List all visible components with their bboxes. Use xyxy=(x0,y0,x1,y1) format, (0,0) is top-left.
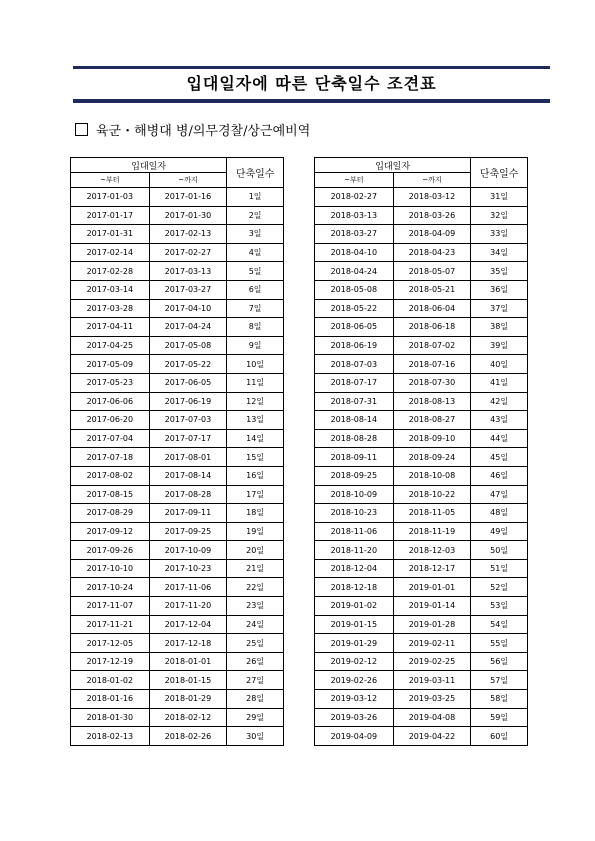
to-date-cell: 2018-10-22 xyxy=(393,485,471,504)
header-from: ~부터 xyxy=(71,173,150,188)
from-date-cell: 2018-11-06 xyxy=(315,522,394,541)
days-cell: 23일 xyxy=(227,597,284,616)
to-date-cell: 2018-08-13 xyxy=(393,392,471,411)
from-date-cell: 2018-03-27 xyxy=(315,225,394,244)
days-cell: 28일 xyxy=(227,690,284,709)
from-date-cell: 2018-02-13 xyxy=(71,727,150,746)
days-cell: 8일 xyxy=(227,318,284,337)
table-row xyxy=(71,727,284,746)
table-row xyxy=(71,392,284,411)
table-row xyxy=(71,206,284,225)
table-row xyxy=(315,299,528,318)
to-date-cell: 2017-04-24 xyxy=(149,318,227,337)
checkbox-icon xyxy=(75,123,88,136)
days-cell: 59일 xyxy=(471,708,528,727)
from-date-cell: 2018-05-08 xyxy=(315,280,394,299)
from-date-cell: 2018-12-18 xyxy=(315,578,394,597)
days-cell: 31일 xyxy=(471,188,528,207)
to-date-cell: 2018-03-12 xyxy=(393,188,471,207)
from-date-cell: 2018-02-27 xyxy=(315,188,394,207)
days-cell: 20일 xyxy=(227,541,284,560)
days-cell: 25일 xyxy=(227,634,284,653)
to-date-cell: 2017-02-27 xyxy=(149,243,227,262)
table-row xyxy=(71,504,284,523)
days-cell: 14일 xyxy=(227,429,284,448)
table-row xyxy=(315,485,528,504)
to-date-cell: 2018-01-29 xyxy=(149,690,227,709)
days-cell: 18일 xyxy=(227,504,284,523)
days-cell: 45일 xyxy=(471,448,528,467)
from-date-cell: 2019-01-15 xyxy=(315,615,394,634)
table-row xyxy=(315,578,528,597)
to-date-cell: 2018-09-10 xyxy=(393,429,471,448)
header-days: 단축일수 xyxy=(227,158,284,188)
to-date-cell: 2018-07-30 xyxy=(393,373,471,392)
table-row xyxy=(71,652,284,671)
table-row xyxy=(71,671,284,690)
to-date-cell: 2017-10-23 xyxy=(149,559,227,578)
to-date-cell: 2018-12-17 xyxy=(393,559,471,578)
header-to: ~까지 xyxy=(149,173,227,188)
to-date-cell: 2019-04-22 xyxy=(393,727,471,746)
table-row xyxy=(71,578,284,597)
table-row xyxy=(315,336,528,355)
from-date-cell: 2019-04-09 xyxy=(315,727,394,746)
table-row xyxy=(71,280,284,299)
from-date-cell: 2019-02-12 xyxy=(315,652,394,671)
from-date-cell: 2017-06-06 xyxy=(71,392,150,411)
days-cell: 6일 xyxy=(227,280,284,299)
days-cell: 15일 xyxy=(227,448,284,467)
table-row xyxy=(315,597,528,616)
header-days: 단축일수 xyxy=(471,158,528,188)
table-row xyxy=(315,429,528,448)
table-row xyxy=(71,615,284,634)
to-date-cell: 2017-06-05 xyxy=(149,373,227,392)
to-date-cell: 2018-06-04 xyxy=(393,299,471,318)
table-row xyxy=(71,318,284,337)
to-date-cell: 2017-12-04 xyxy=(149,615,227,634)
to-date-cell: 2018-09-24 xyxy=(393,448,471,467)
from-date-cell: 2018-12-04 xyxy=(315,559,394,578)
from-date-cell: 2017-08-15 xyxy=(71,485,150,504)
table-row xyxy=(315,466,528,485)
from-date-cell: 2018-09-25 xyxy=(315,466,394,485)
table-row xyxy=(315,280,528,299)
to-date-cell: 2018-01-01 xyxy=(149,652,227,671)
from-date-cell: 2018-04-24 xyxy=(315,262,394,281)
from-date-cell: 2018-11-20 xyxy=(315,541,394,560)
table-row xyxy=(71,262,284,281)
to-date-cell: 2018-02-26 xyxy=(149,727,227,746)
to-date-cell: 2019-02-11 xyxy=(393,634,471,653)
table-row xyxy=(71,466,284,485)
days-cell: 42일 xyxy=(471,392,528,411)
from-date-cell: 2017-04-25 xyxy=(71,336,150,355)
days-cell: 60일 xyxy=(471,727,528,746)
days-cell: 51일 xyxy=(471,559,528,578)
to-date-cell: 2017-02-13 xyxy=(149,225,227,244)
from-date-cell: 2018-09-11 xyxy=(315,448,394,467)
table-row xyxy=(315,559,528,578)
table-row xyxy=(315,262,528,281)
table-row xyxy=(71,336,284,355)
days-cell: 11일 xyxy=(227,373,284,392)
days-cell: 13일 xyxy=(227,411,284,430)
days-cell: 58일 xyxy=(471,690,528,709)
from-date-cell: 2018-10-09 xyxy=(315,485,394,504)
table-row xyxy=(315,671,528,690)
from-date-cell: 2017-10-24 xyxy=(71,578,150,597)
to-date-cell: 2019-03-25 xyxy=(393,690,471,709)
to-date-cell: 2018-02-12 xyxy=(149,708,227,727)
days-cell: 38일 xyxy=(471,318,528,337)
days-cell: 3일 xyxy=(227,225,284,244)
to-date-cell: 2017-12-18 xyxy=(149,634,227,653)
days-cell: 44일 xyxy=(471,429,528,448)
to-date-cell: 2019-01-28 xyxy=(393,615,471,634)
to-date-cell: 2017-08-14 xyxy=(149,466,227,485)
header-enlist-date: 입대일자 xyxy=(315,158,471,173)
from-date-cell: 2017-12-05 xyxy=(71,634,150,653)
days-cell: 39일 xyxy=(471,336,528,355)
to-date-cell: 2017-11-06 xyxy=(149,578,227,597)
table-row xyxy=(315,373,528,392)
to-date-cell: 2019-04-08 xyxy=(393,708,471,727)
to-date-cell: 2017-01-30 xyxy=(149,206,227,225)
to-date-cell: 2017-06-19 xyxy=(149,392,227,411)
table-row xyxy=(71,188,284,207)
from-date-cell: 2017-01-31 xyxy=(71,225,150,244)
from-date-cell: 2017-10-10 xyxy=(71,559,150,578)
from-date-cell: 2017-01-17 xyxy=(71,206,150,225)
table-row xyxy=(71,448,284,467)
to-date-cell: 2017-03-13 xyxy=(149,262,227,281)
days-cell: 19일 xyxy=(227,522,284,541)
section-label: 육군・해병대 병/의무경찰/상근예비역 xyxy=(96,124,311,139)
days-cell: 37일 xyxy=(471,299,528,318)
days-cell: 53일 xyxy=(471,597,528,616)
to-date-cell: 2017-08-28 xyxy=(149,485,227,504)
table-row xyxy=(315,206,528,225)
page-title: 입대일자에 따른 단축일수 조견표 xyxy=(186,74,437,93)
days-cell: 24일 xyxy=(227,615,284,634)
header-to: ~까지 xyxy=(393,173,471,188)
to-date-cell: 2018-07-02 xyxy=(393,336,471,355)
days-cell: 56일 xyxy=(471,652,528,671)
days-cell: 40일 xyxy=(471,355,528,374)
to-date-cell: 2017-11-20 xyxy=(149,597,227,616)
table-row xyxy=(315,392,528,411)
from-date-cell: 2017-03-14 xyxy=(71,280,150,299)
from-date-cell: 2018-03-13 xyxy=(315,206,394,225)
days-cell: 48일 xyxy=(471,504,528,523)
table-row xyxy=(315,225,528,244)
table-row xyxy=(315,318,528,337)
from-date-cell: 2017-08-29 xyxy=(71,504,150,523)
to-date-cell: 2018-07-16 xyxy=(393,355,471,374)
section-heading xyxy=(75,120,310,139)
to-date-cell: 2018-01-15 xyxy=(149,671,227,690)
days-cell: 49일 xyxy=(471,522,528,541)
table-row xyxy=(71,559,284,578)
to-date-cell: 2018-03-26 xyxy=(393,206,471,225)
from-date-cell: 2018-08-14 xyxy=(315,411,394,430)
from-date-cell: 2018-07-17 xyxy=(315,373,394,392)
table-row xyxy=(71,243,284,262)
days-cell: 5일 xyxy=(227,262,284,281)
to-date-cell: 2018-11-05 xyxy=(393,504,471,523)
table-row xyxy=(315,541,528,560)
from-date-cell: 2018-07-31 xyxy=(315,392,394,411)
from-date-cell: 2017-04-11 xyxy=(71,318,150,337)
table-row xyxy=(315,504,528,523)
from-date-cell: 2018-05-22 xyxy=(315,299,394,318)
table-row xyxy=(71,355,284,374)
to-date-cell: 2017-01-16 xyxy=(149,188,227,207)
from-date-cell: 2017-11-07 xyxy=(71,597,150,616)
to-date-cell: 2017-08-01 xyxy=(149,448,227,467)
from-date-cell: 2017-07-18 xyxy=(71,448,150,467)
days-cell: 36일 xyxy=(471,280,528,299)
days-cell: 54일 xyxy=(471,615,528,634)
table-row xyxy=(315,355,528,374)
table-row xyxy=(315,690,528,709)
from-date-cell: 2017-09-26 xyxy=(71,541,150,560)
to-date-cell: 2018-05-21 xyxy=(393,280,471,299)
to-date-cell: 2017-05-22 xyxy=(149,355,227,374)
header-enlist-date: 입대일자 xyxy=(71,158,227,173)
reduction-table-right xyxy=(314,157,528,746)
from-date-cell: 2019-01-02 xyxy=(315,597,394,616)
days-cell: 55일 xyxy=(471,634,528,653)
days-cell: 1일 xyxy=(227,188,284,207)
table-row xyxy=(315,243,528,262)
table-row xyxy=(315,615,528,634)
to-date-cell: 2018-10-08 xyxy=(393,466,471,485)
table-row xyxy=(315,522,528,541)
days-cell: 46일 xyxy=(471,466,528,485)
days-cell: 43일 xyxy=(471,411,528,430)
table-row xyxy=(71,541,284,560)
to-date-cell: 2018-04-23 xyxy=(393,243,471,262)
from-date-cell: 2019-03-12 xyxy=(315,690,394,709)
table-row xyxy=(315,727,528,746)
table-row xyxy=(71,225,284,244)
to-date-cell: 2019-02-25 xyxy=(393,652,471,671)
from-date-cell: 2019-02-26 xyxy=(315,671,394,690)
from-date-cell: 2017-08-02 xyxy=(71,466,150,485)
table-row xyxy=(71,373,284,392)
to-date-cell: 2019-01-14 xyxy=(393,597,471,616)
from-date-cell: 2017-06-20 xyxy=(71,411,150,430)
from-date-cell: 2018-10-23 xyxy=(315,504,394,523)
table-row xyxy=(71,690,284,709)
to-date-cell: 2019-01-01 xyxy=(393,578,471,597)
days-cell: 35일 xyxy=(471,262,528,281)
table-row xyxy=(71,411,284,430)
from-date-cell: 2019-03-26 xyxy=(315,708,394,727)
days-cell: 47일 xyxy=(471,485,528,504)
reduction-table-left xyxy=(70,157,284,746)
from-date-cell: 2018-08-28 xyxy=(315,429,394,448)
from-date-cell: 2017-05-09 xyxy=(71,355,150,374)
to-date-cell: 2017-03-27 xyxy=(149,280,227,299)
to-date-cell: 2018-04-09 xyxy=(393,225,471,244)
from-date-cell: 2017-03-28 xyxy=(71,299,150,318)
days-cell: 27일 xyxy=(227,671,284,690)
from-date-cell: 2017-07-04 xyxy=(71,429,150,448)
table-row xyxy=(315,188,528,207)
days-cell: 12일 xyxy=(227,392,284,411)
table-row xyxy=(315,448,528,467)
days-cell: 21일 xyxy=(227,559,284,578)
days-cell: 50일 xyxy=(471,541,528,560)
table-row xyxy=(71,522,284,541)
to-date-cell: 2017-05-08 xyxy=(149,336,227,355)
from-date-cell: 2018-06-05 xyxy=(315,318,394,337)
to-date-cell: 2017-09-25 xyxy=(149,522,227,541)
days-cell: 34일 xyxy=(471,243,528,262)
header-from: ~부터 xyxy=(315,173,394,188)
days-cell: 22일 xyxy=(227,578,284,597)
from-date-cell: 2018-01-30 xyxy=(71,708,150,727)
days-cell: 16일 xyxy=(227,466,284,485)
days-cell: 7일 xyxy=(227,299,284,318)
title-bottom-rule xyxy=(73,99,550,103)
title-block xyxy=(73,66,550,103)
days-cell: 4일 xyxy=(227,243,284,262)
days-cell: 17일 xyxy=(227,485,284,504)
table-row xyxy=(71,299,284,318)
from-date-cell: 2018-04-10 xyxy=(315,243,394,262)
days-cell: 33일 xyxy=(471,225,528,244)
from-date-cell: 2018-01-16 xyxy=(71,690,150,709)
days-cell: 57일 xyxy=(471,671,528,690)
to-date-cell: 2018-12-03 xyxy=(393,541,471,560)
table-row xyxy=(71,485,284,504)
table-row xyxy=(71,429,284,448)
from-date-cell: 2017-11-21 xyxy=(71,615,150,634)
table-row xyxy=(71,634,284,653)
from-date-cell: 2017-09-12 xyxy=(71,522,150,541)
days-cell: 30일 xyxy=(227,727,284,746)
to-date-cell: 2018-05-07 xyxy=(393,262,471,281)
table-row xyxy=(71,708,284,727)
to-date-cell: 2017-07-17 xyxy=(149,429,227,448)
from-date-cell: 2019-01-29 xyxy=(315,634,394,653)
to-date-cell: 2017-09-11 xyxy=(149,504,227,523)
days-cell: 2일 xyxy=(227,206,284,225)
from-date-cell: 2017-01-03 xyxy=(71,188,150,207)
table-row xyxy=(71,597,284,616)
from-date-cell: 2017-05-23 xyxy=(71,373,150,392)
table-row xyxy=(315,411,528,430)
table-row xyxy=(315,652,528,671)
days-cell: 29일 xyxy=(227,708,284,727)
days-cell: 9일 xyxy=(227,336,284,355)
days-cell: 41일 xyxy=(471,373,528,392)
to-date-cell: 2018-11-19 xyxy=(393,522,471,541)
to-date-cell: 2017-04-10 xyxy=(149,299,227,318)
to-date-cell: 2017-07-03 xyxy=(149,411,227,430)
days-cell: 26일 xyxy=(227,652,284,671)
from-date-cell: 2018-06-19 xyxy=(315,336,394,355)
from-date-cell: 2017-02-28 xyxy=(71,262,150,281)
to-date-cell: 2017-10-09 xyxy=(149,541,227,560)
to-date-cell: 2019-03-11 xyxy=(393,671,471,690)
from-date-cell: 2017-12-19 xyxy=(71,652,150,671)
to-date-cell: 2018-08-27 xyxy=(393,411,471,430)
from-date-cell: 2017-02-14 xyxy=(71,243,150,262)
days-cell: 32일 xyxy=(471,206,528,225)
from-date-cell: 2018-07-03 xyxy=(315,355,394,374)
from-date-cell: 2018-01-02 xyxy=(71,671,150,690)
days-cell: 52일 xyxy=(471,578,528,597)
days-cell: 10일 xyxy=(227,355,284,374)
table-row xyxy=(315,634,528,653)
to-date-cell: 2018-06-18 xyxy=(393,318,471,337)
table-row xyxy=(315,708,528,727)
